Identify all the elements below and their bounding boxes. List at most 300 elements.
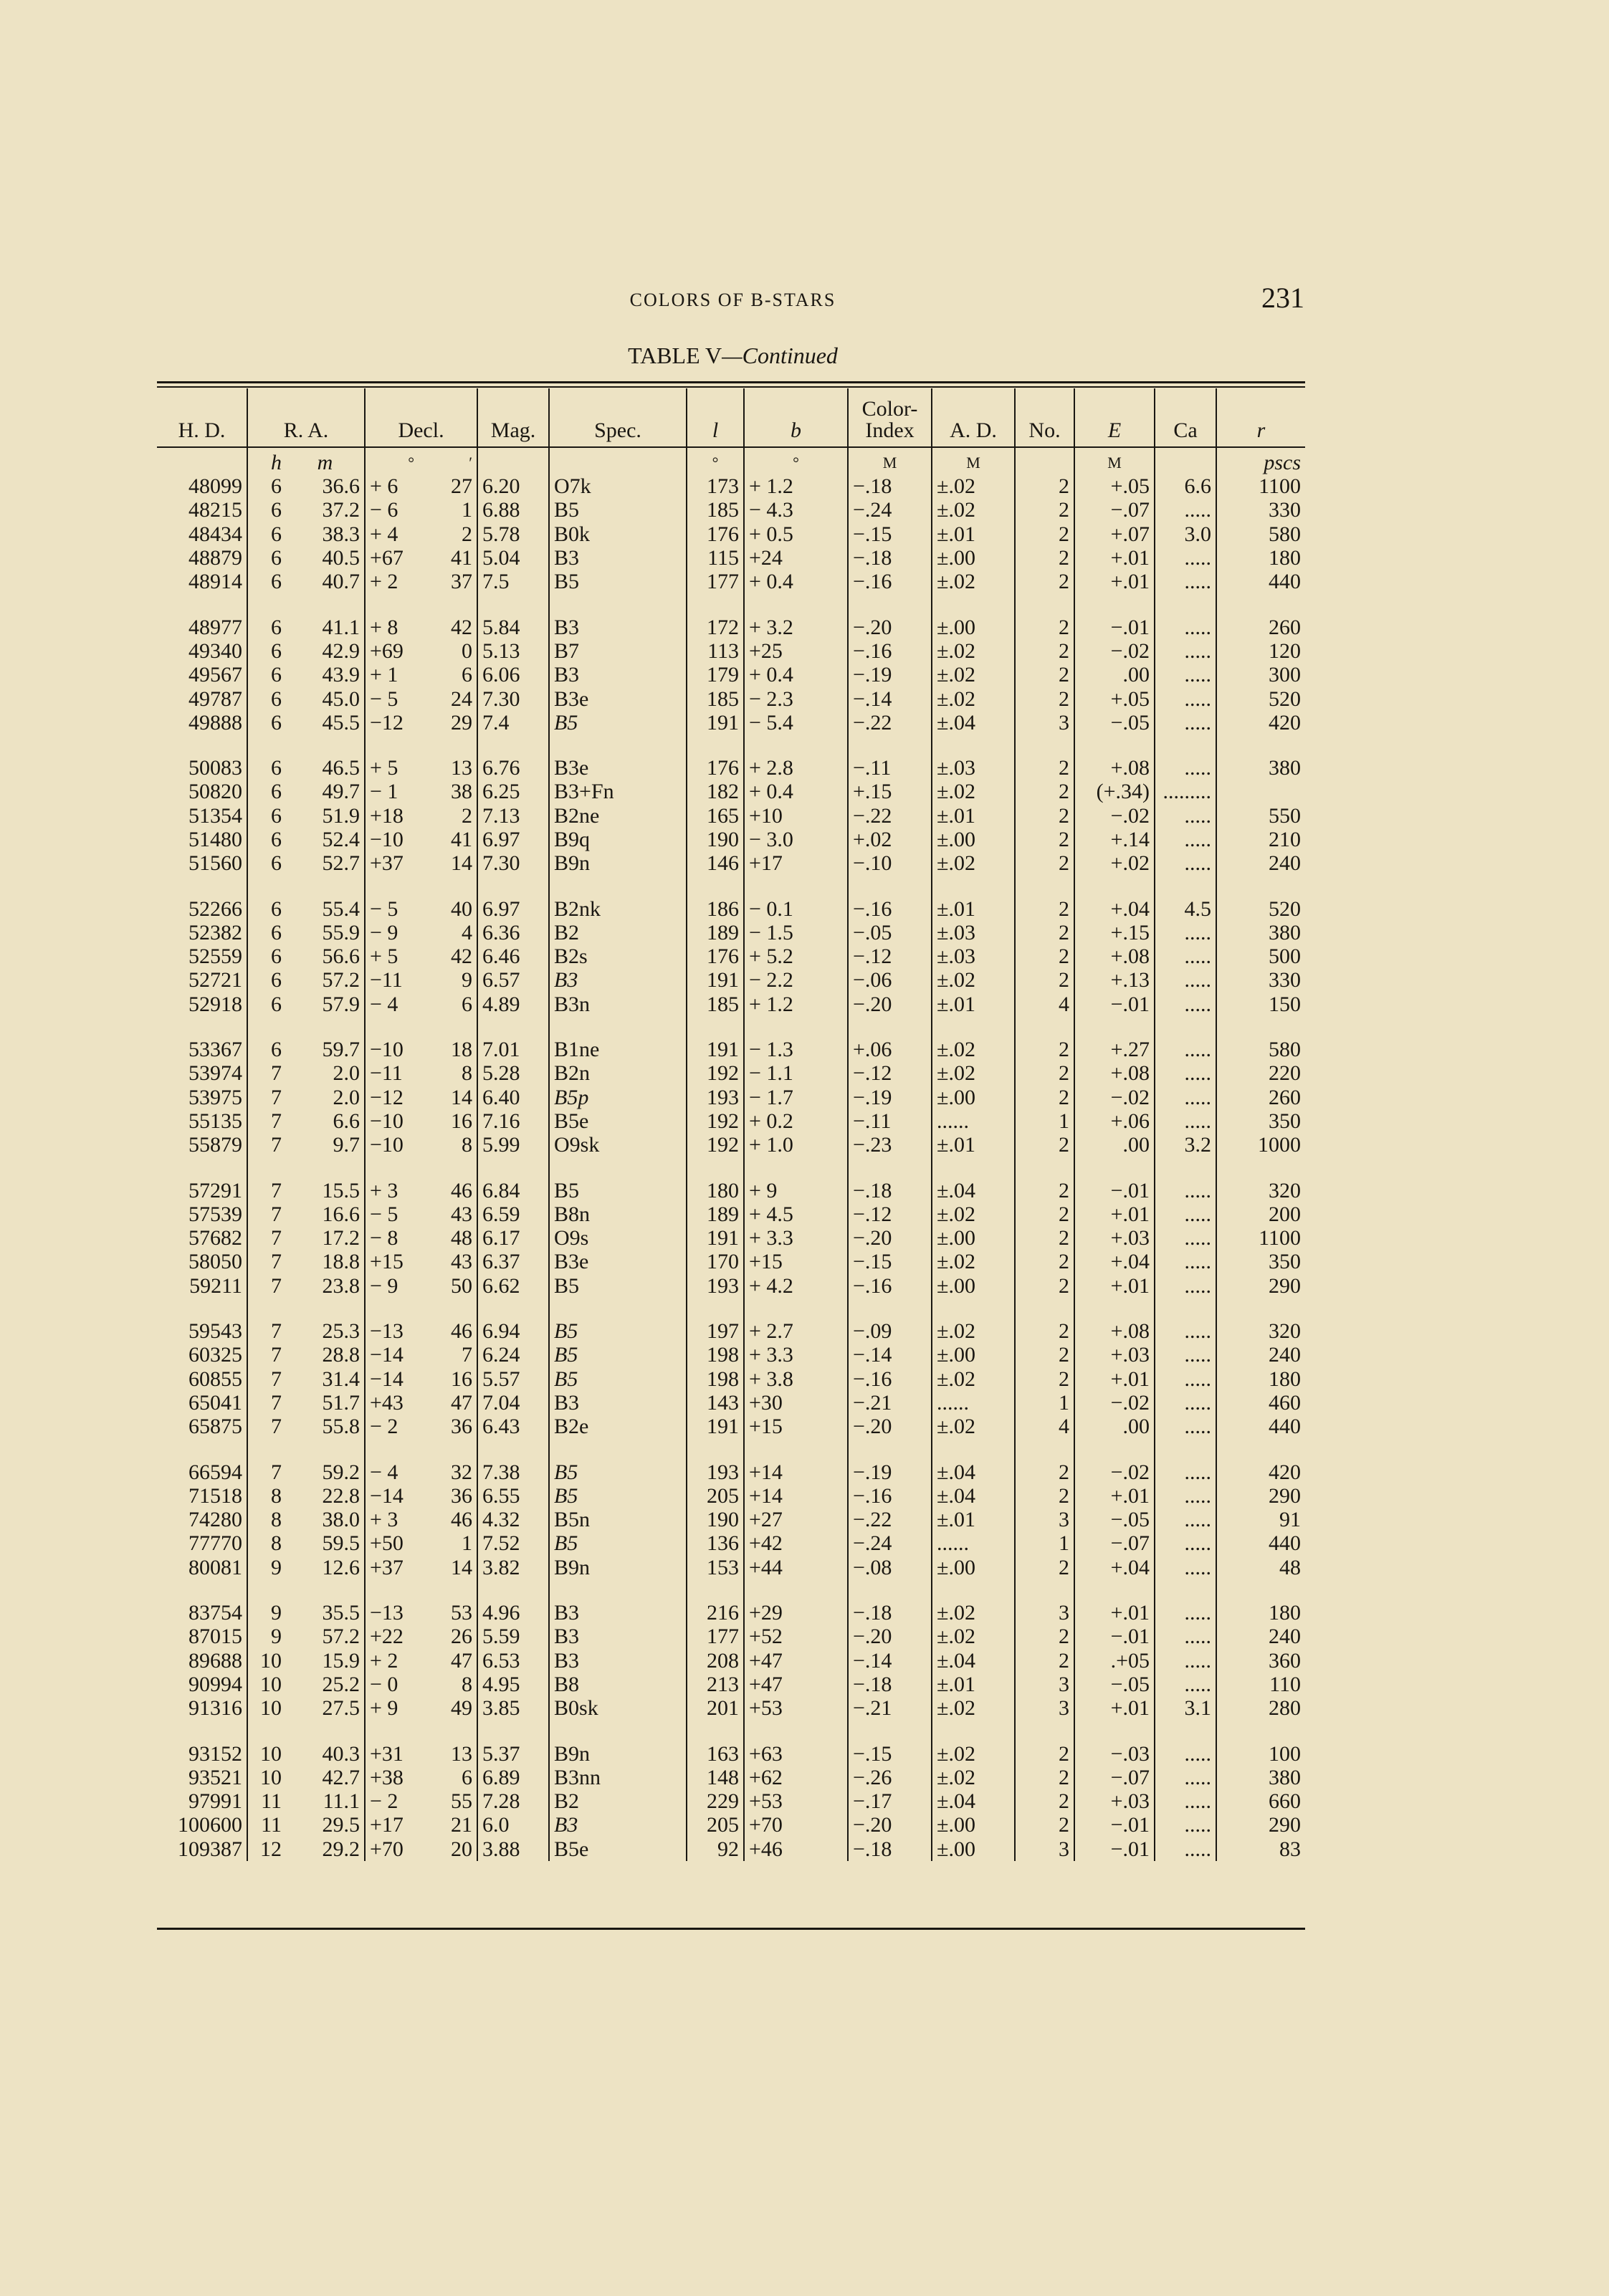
- cell-ca: .....: [1155, 1531, 1216, 1555]
- cell-decl-min: 1: [462, 1531, 473, 1556]
- gap-cell: [549, 1579, 687, 1601]
- cell-l: 153: [687, 1556, 744, 1579]
- cell-r: 550: [1216, 804, 1305, 828]
- gap-cell: [687, 875, 744, 896]
- cell-ad: ±.01: [932, 1133, 1015, 1157]
- cell-ca: .....: [1155, 804, 1216, 828]
- cell-decl-min: 50: [451, 1273, 473, 1298]
- unit-ra-m: m: [317, 450, 333, 474]
- gap-cell: [687, 1298, 744, 1319]
- cell-mag: 7.13: [477, 804, 549, 828]
- cell-ca: .....: [1155, 1038, 1216, 1061]
- cell-ra-m: 55.9: [322, 920, 360, 944]
- cell-ca: .....: [1155, 1226, 1216, 1250]
- cell-ra-m: 9.7: [333, 1133, 360, 1157]
- cell-ad: ±.02: [932, 1061, 1015, 1085]
- cell-ad: ±.00: [932, 1086, 1015, 1109]
- gap-cell: [419, 593, 477, 615]
- cell-mag: 7.28: [477, 1789, 549, 1813]
- cell-spec: B5: [549, 1343, 687, 1367]
- cell-decl-min: 29: [451, 710, 473, 735]
- cell-ad: ±.02: [932, 1415, 1015, 1438]
- cell-e: +.03: [1074, 1343, 1155, 1367]
- cell-no: 2: [1015, 1367, 1074, 1391]
- cell-no: 2: [1015, 1789, 1074, 1813]
- cell-mag: 6.53: [477, 1648, 549, 1672]
- col-header-ca: Ca: [1155, 388, 1216, 450]
- cell-hd: 48099: [188, 474, 242, 499]
- cell-b: − 3.0: [744, 828, 848, 851]
- cell-e: −.07: [1074, 1531, 1155, 1555]
- cell-color-index: −.16: [848, 896, 932, 920]
- cell-l: 191: [687, 1038, 744, 1061]
- cell-ra-m: 35.5: [322, 1601, 360, 1625]
- cell-spec: B5: [549, 1460, 687, 1483]
- cell-hd: 49340: [188, 638, 242, 663]
- gap-cell: [687, 1438, 744, 1460]
- cell-r: 180: [1216, 546, 1305, 570]
- cell-ca: .....: [1155, 615, 1216, 638]
- col-header-decl: Decl.: [365, 388, 477, 450]
- cell-r: 48: [1216, 1556, 1305, 1579]
- cell-no: 2: [1015, 1274, 1074, 1298]
- cell-r: 320: [1216, 1319, 1305, 1343]
- cell-mag: 3.88: [477, 1837, 549, 1861]
- cell-decl-min: 42: [451, 615, 473, 639]
- cell-ra-m: 51.9: [322, 803, 360, 828]
- gap-cell: [365, 593, 419, 615]
- cell-ra-h: 7: [247, 1061, 286, 1085]
- cell-decl-deg: +67: [365, 546, 419, 570]
- cell-b: − 2.2: [744, 968, 848, 992]
- gap-cell: [744, 735, 848, 756]
- gap-cell: [1015, 1298, 1074, 1319]
- cell-hd: 80081: [188, 1555, 242, 1579]
- cell-e: −.02: [1074, 1086, 1155, 1109]
- cell-spec: B5: [549, 1178, 687, 1202]
- cell-decl-deg: +70: [365, 1837, 419, 1861]
- cell-hd: 49567: [188, 663, 242, 687]
- cell-r: 260: [1216, 615, 1305, 638]
- cell-decl-min: 42: [451, 944, 473, 969]
- cell-no: 1: [1015, 1109, 1074, 1133]
- cell-ad: ±.02: [932, 1741, 1015, 1765]
- cell-mag: 4.32: [477, 1508, 549, 1531]
- cell-l: 191: [687, 1415, 744, 1438]
- cell-ra-h: 7: [247, 1178, 286, 1202]
- cell-r: 91: [1216, 1508, 1305, 1531]
- cell-b: +25: [744, 639, 848, 663]
- cell-ra-m: 23.8: [322, 1273, 360, 1298]
- gap-cell: [1074, 1016, 1155, 1038]
- cell-hd: 77770: [188, 1531, 242, 1556]
- cell-b: + 3.8: [744, 1367, 848, 1391]
- cell-ra-h: 6: [247, 546, 286, 570]
- cell-color-index: −.19: [848, 663, 932, 687]
- cell-ra-h: 10: [247, 1673, 286, 1696]
- cell-r: 240: [1216, 851, 1305, 875]
- cell-ra-m: 2.0: [333, 1085, 360, 1109]
- cell-e: .+05: [1074, 1648, 1155, 1672]
- cell-ra-h: 8: [247, 1531, 286, 1555]
- gap-cell: [286, 1438, 365, 1460]
- table-row: [157, 1391, 1305, 1415]
- cell-e: .00: [1074, 663, 1155, 687]
- cell-mag: 6.0: [477, 1813, 549, 1837]
- gap-cell: [932, 1157, 1015, 1178]
- gap-cell: [1155, 1579, 1216, 1601]
- cell-spec: B8: [549, 1673, 687, 1696]
- cell-b: + 5.2: [744, 944, 848, 968]
- table-row: [157, 1601, 1305, 1625]
- cell-spec: B3: [549, 663, 687, 687]
- cell-spec: B2: [549, 1789, 687, 1813]
- cell-spec: O9sk: [549, 1133, 687, 1157]
- table-row: [157, 1696, 1305, 1720]
- gap-cell: [1015, 1157, 1074, 1178]
- cell-ad: ±.02: [932, 663, 1015, 687]
- cell-e: +.01: [1074, 1274, 1155, 1298]
- gap-cell: [1216, 1720, 1305, 1741]
- cell-r: 110: [1216, 1673, 1305, 1696]
- cell-r: 350: [1216, 1250, 1305, 1273]
- cell-ra-h: 7: [247, 1202, 286, 1226]
- cell-ra-m: 59.7: [322, 1038, 360, 1062]
- cell-color-index: −.20: [848, 1813, 932, 1837]
- cell-no: 2: [1015, 1250, 1074, 1273]
- cell-ra-h: 6: [247, 498, 286, 522]
- table-row: [157, 546, 1305, 570]
- table-title-main: TABLE V: [628, 343, 722, 368]
- cell-e: −.01: [1074, 992, 1155, 1016]
- cell-ca: .....: [1155, 498, 1216, 522]
- gap-cell: [1015, 593, 1074, 615]
- cell-b: + 3.3: [744, 1226, 848, 1250]
- cell-r: 1000: [1216, 1133, 1305, 1157]
- cell-color-index: −.18: [848, 1837, 932, 1861]
- cell-hd: 100600: [178, 1813, 242, 1837]
- cell-hd: 58050: [188, 1250, 242, 1274]
- cell-hd: 51560: [188, 851, 242, 876]
- cell-ra-h: 9: [247, 1556, 286, 1579]
- cell-ca: .....: [1155, 1343, 1216, 1367]
- cell-r: 500: [1216, 944, 1305, 968]
- unit-ci: M: [848, 450, 932, 474]
- gap-cell: [477, 1016, 549, 1038]
- cell-ra-h: 6: [247, 570, 286, 593]
- cell-no: 2: [1015, 1178, 1074, 1202]
- cell-decl-min: 8: [462, 1133, 473, 1157]
- cell-decl-min: 14: [451, 851, 473, 876]
- table-row: [157, 1556, 1305, 1579]
- cell-b: +53: [744, 1696, 848, 1720]
- unit-ra-h: h: [247, 450, 286, 474]
- cell-ca: .....: [1155, 1741, 1216, 1765]
- cell-ra-m: 16.6: [322, 1202, 360, 1226]
- cell-color-index: −.15: [848, 1250, 932, 1273]
- cell-ad: ±.02: [932, 474, 1015, 498]
- gap-cell: [1216, 735, 1305, 756]
- cell-color-index: −.16: [848, 1274, 932, 1298]
- cell-ra-h: 7: [247, 1109, 286, 1133]
- cell-r: [1216, 780, 1305, 803]
- cell-e: +.14: [1074, 828, 1155, 851]
- cell-mag: 6.24: [477, 1343, 549, 1367]
- gap-cell: [1015, 735, 1074, 756]
- cell-color-index: −.22: [848, 1508, 932, 1531]
- cell-no: 3: [1015, 1837, 1074, 1861]
- cell-r: 290: [1216, 1274, 1305, 1298]
- cell-b: + 0.5: [744, 522, 848, 546]
- cell-r: 460: [1216, 1391, 1305, 1415]
- gap-cell: [477, 735, 549, 756]
- cell-color-index: −.18: [848, 1673, 932, 1696]
- cell-b: +62: [744, 1766, 848, 1789]
- cell-b: − 1.3: [744, 1038, 848, 1061]
- table-row: [157, 474, 1305, 498]
- gap-cell: [1074, 1157, 1155, 1178]
- cell-mag: 5.37: [477, 1741, 549, 1765]
- cell-decl-deg: +31: [365, 1741, 419, 1765]
- cell-mag: 6.57: [477, 968, 549, 992]
- cell-ra-m: 46.5: [322, 756, 360, 780]
- gap-cell: [365, 1016, 419, 1038]
- cell-color-index: −.21: [848, 1696, 932, 1720]
- gap-cell: [549, 1157, 687, 1178]
- gap-cell: [744, 1157, 848, 1178]
- cell-color-index: −.15: [848, 522, 932, 546]
- cell-ca: .....: [1155, 921, 1216, 944]
- cell-mag: 7.52: [477, 1531, 549, 1555]
- cell-ca: .....: [1155, 1625, 1216, 1648]
- cell-ca: .....: [1155, 711, 1216, 735]
- cell-hd: 53367: [188, 1038, 242, 1062]
- cell-decl-deg: −12: [365, 1086, 419, 1109]
- group-gap: [157, 593, 1305, 615]
- cell-hd: 93152: [188, 1741, 242, 1766]
- cell-decl-min: 24: [451, 687, 473, 711]
- cell-decl-deg: +15: [365, 1250, 419, 1273]
- cell-decl-deg: −14: [365, 1484, 419, 1508]
- cell-no: 2: [1015, 968, 1074, 992]
- cell-ad: ±.01: [932, 1673, 1015, 1696]
- cell-ra-h: 7: [247, 1319, 286, 1343]
- cell-hd: 53975: [188, 1085, 242, 1109]
- gap-cell: [932, 1579, 1015, 1601]
- cell-decl-min: 4: [462, 920, 473, 944]
- gap-cell: [247, 1298, 286, 1319]
- cell-ra-h: 6: [247, 1038, 286, 1061]
- cell-ra-m: 52.4: [322, 828, 360, 851]
- unit-decl-min: ′: [469, 453, 473, 472]
- cell-e: +.03: [1074, 1789, 1155, 1813]
- cell-mag: 6.37: [477, 1250, 549, 1273]
- cell-hd: 71518: [188, 1483, 242, 1508]
- cell-b: + 4.2: [744, 1274, 848, 1298]
- cell-decl-min: 46: [451, 1178, 473, 1202]
- table-row: [157, 896, 1305, 920]
- table-row: [157, 1508, 1305, 1531]
- cell-r: 290: [1216, 1813, 1305, 1837]
- cell-ca: .....: [1155, 1178, 1216, 1202]
- cell-hd: 83754: [188, 1601, 242, 1625]
- cell-e: −.07: [1074, 1766, 1155, 1789]
- table-row: [157, 1837, 1305, 1861]
- cell-ra-h: 6: [247, 896, 286, 920]
- cell-e: −.05: [1074, 1508, 1155, 1531]
- cell-hd: 52559: [188, 944, 242, 969]
- cell-ra-h: 11: [247, 1813, 286, 1837]
- cell-r: 360: [1216, 1648, 1305, 1672]
- cell-decl-min: 2: [462, 522, 473, 546]
- cell-decl-deg: −10: [365, 1133, 419, 1157]
- cell-color-index: −.20: [848, 615, 932, 638]
- cell-ca: .....: [1155, 1367, 1216, 1391]
- cell-l: 189: [687, 921, 744, 944]
- cell-ra-h: 6: [247, 804, 286, 828]
- cell-ra-m: 29.5: [322, 1813, 360, 1837]
- cell-decl-deg: + 9: [365, 1696, 419, 1720]
- cell-e: −.02: [1074, 804, 1155, 828]
- cell-decl-deg: −10: [365, 1038, 419, 1061]
- cell-decl-deg: + 2: [365, 570, 419, 593]
- table-row: [157, 1625, 1305, 1648]
- cell-ad: ±.02: [932, 851, 1015, 875]
- cell-ca: .....: [1155, 944, 1216, 968]
- cell-ra-m: 40.5: [322, 546, 360, 570]
- cell-decl-deg: +18: [365, 804, 419, 828]
- cell-b: +53: [744, 1789, 848, 1813]
- cell-mag: 7.4: [477, 711, 549, 735]
- cell-color-index: +.02: [848, 828, 932, 851]
- page-number: 231: [1261, 282, 1304, 314]
- cell-decl-min: 9: [462, 968, 473, 992]
- gap-cell: [744, 875, 848, 896]
- cell-decl-deg: + 3: [365, 1178, 419, 1202]
- cell-ra-h: 8: [247, 1508, 286, 1531]
- cell-b: + 4.5: [744, 1202, 848, 1226]
- cell-color-index: +.15: [848, 780, 932, 803]
- gap-cell: [419, 1579, 477, 1601]
- cell-mag: 7.38: [477, 1460, 549, 1483]
- gap-cell: [157, 1016, 247, 1038]
- cell-r: 210: [1216, 828, 1305, 851]
- cell-ca: .....: [1155, 1837, 1216, 1861]
- cell-hd: 65041: [188, 1390, 242, 1415]
- cell-mag: 7.04: [477, 1391, 549, 1415]
- cell-hd: 49787: [188, 687, 242, 711]
- cell-e: −.01: [1074, 615, 1155, 638]
- gap-cell: [1074, 1720, 1155, 1741]
- cell-l: 165: [687, 804, 744, 828]
- cell-no: 3: [1015, 1508, 1074, 1531]
- cell-spec: B3: [549, 546, 687, 570]
- table-row: [157, 1531, 1305, 1555]
- cell-spec: B3: [549, 1648, 687, 1672]
- cell-decl-min: 43: [451, 1202, 473, 1226]
- cell-hd: 50083: [188, 756, 242, 780]
- cell-e: +.05: [1074, 687, 1155, 710]
- gap-cell: [848, 1438, 932, 1460]
- bottom-rule: [157, 1928, 1305, 1930]
- col-header-r: r: [1216, 388, 1305, 450]
- cell-no: 2: [1015, 1133, 1074, 1157]
- cell-l: 182: [687, 780, 744, 803]
- cell-no: 2: [1015, 944, 1074, 968]
- cell-color-index: −.14: [848, 1648, 932, 1672]
- gap-cell: [419, 1016, 477, 1038]
- cell-e: −.01: [1074, 1837, 1155, 1861]
- group-gap: [157, 1720, 1305, 1741]
- unit-e: M: [1074, 450, 1155, 474]
- table-row: [157, 615, 1305, 638]
- cell-r: 580: [1216, 522, 1305, 546]
- cell-color-index: −.19: [848, 1460, 932, 1483]
- unit-decl-deg: °: [365, 450, 419, 474]
- cell-spec: B5e: [549, 1837, 687, 1861]
- cell-decl-min: 0: [462, 638, 473, 663]
- cell-ra-h: 11: [247, 1789, 286, 1813]
- cell-ra-m: 55.8: [322, 1415, 360, 1439]
- cell-spec: B2e: [549, 1415, 687, 1438]
- cell-mag: 5.59: [477, 1625, 549, 1648]
- cell-ad: ±.04: [932, 1178, 1015, 1202]
- cell-decl-min: 47: [451, 1648, 473, 1673]
- cell-e: −.07: [1074, 498, 1155, 522]
- cell-spec: B3: [549, 968, 687, 992]
- cell-spec: B2: [549, 921, 687, 944]
- cell-ra-m: 57.2: [322, 968, 360, 992]
- cell-no: 2: [1015, 1038, 1074, 1061]
- gap-cell: [286, 735, 365, 756]
- unit-spec: [549, 450, 687, 474]
- cell-spec: O7k: [549, 474, 687, 498]
- cell-spec: B3e: [549, 756, 687, 780]
- cell-hd: 50820: [188, 780, 242, 804]
- cell-b: + 3.2: [744, 615, 848, 638]
- gap-cell: [932, 875, 1015, 896]
- cell-l: 190: [687, 828, 744, 851]
- cell-b: +15: [744, 1250, 848, 1273]
- cell-ca: .....: [1155, 1673, 1216, 1696]
- cell-ca: .....: [1155, 1109, 1216, 1133]
- cell-ra-m: 51.7: [322, 1390, 360, 1415]
- cell-ca: .....: [1155, 1274, 1216, 1298]
- cell-ra-h: 7: [247, 1274, 286, 1298]
- cell-no: 2: [1015, 1061, 1074, 1085]
- cell-ad: ±.02: [932, 687, 1015, 710]
- cell-color-index: −.19: [848, 1086, 932, 1109]
- cell-ra-h: 6: [247, 522, 286, 546]
- gap-cell: [477, 875, 549, 896]
- cell-no: 2: [1015, 1226, 1074, 1250]
- cell-mag: 5.28: [477, 1061, 549, 1085]
- cell-ra-m: 22.8: [322, 1483, 360, 1508]
- cell-e: −.02: [1074, 1460, 1155, 1483]
- cell-color-index: −.14: [848, 1343, 932, 1367]
- cell-color-index: −.24: [848, 1531, 932, 1555]
- gap-cell: [365, 1298, 419, 1319]
- cell-ra-h: 7: [247, 1086, 286, 1109]
- cell-r: 180: [1216, 1601, 1305, 1625]
- cell-b: +46: [744, 1837, 848, 1861]
- gap-cell: [157, 1720, 247, 1741]
- group-gap: [157, 1579, 1305, 1601]
- cell-mag: 5.04: [477, 546, 549, 570]
- cell-l: 185: [687, 498, 744, 522]
- gap-cell: [1216, 1157, 1305, 1178]
- cell-no: 2: [1015, 1813, 1074, 1837]
